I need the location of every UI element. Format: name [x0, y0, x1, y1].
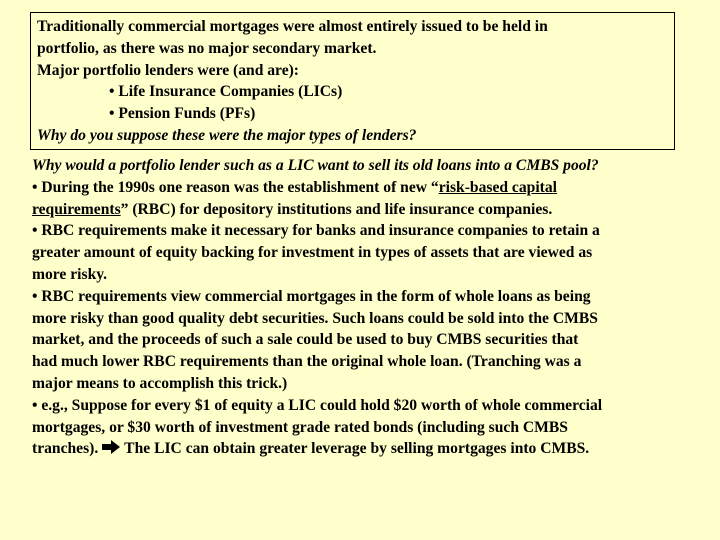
paragraph-4-line-3	[32, 438, 702, 460]
body-text	[32, 155, 702, 460]
rbc-link-part-2[interactable]: requirements	[32, 200, 121, 218]
paragraph-1-line-2	[32, 199, 702, 221]
paragraph-2-line-1: • RBC requirements make it necessary for banks and insurance companies to retain a	[32, 222, 600, 240]
box-question: Why do you suppose these were the major types of lenders?	[37, 126, 417, 144]
lender-bullet-pfs: • Pension Funds (PFs)	[109, 105, 256, 123]
rbc-link-part-1[interactable]: risk-based capital	[438, 178, 557, 196]
paragraph-3-line-1: • RBC requirements view commercial mortgages in the form of whole loans as being	[32, 287, 591, 305]
intro-line-3: Major portfolio lenders were (and are):	[37, 61, 300, 79]
p1-text-a: • During the 1990s one reason was the establishment of new “	[32, 178, 439, 196]
intro-box	[30, 12, 675, 150]
intro-line-2: portfolio, as there was no major secondary market.	[37, 39, 377, 57]
paragraph-2-line-3: more risky.	[32, 265, 108, 283]
p4-text-b: The LIC can obtain greater leverage by selling mortgages into CMBS.	[124, 440, 590, 458]
lender-bullet-lics: • Life Insurance Companies (LICs)	[109, 83, 343, 101]
paragraph-3-line-3: market, and the proceeds of such a sale could be used to buy CMBS securities that	[32, 331, 579, 349]
paragraph-4-line-2: mortgages, or $30 worth of investment grade rated bonds (including such CMBS	[32, 418, 568, 436]
paragraph-3-line-4: had much lower RBC requirements than the original whole loan. (Tranching was a	[32, 353, 582, 371]
p4-text-a: tranches).	[32, 440, 103, 458]
paragraph-3-line-2: more risky than good quality debt securities. Such loans could be sold into the CMBS	[32, 309, 598, 327]
right-arrow-icon	[102, 440, 120, 454]
body-question: Why would a portfolio lender such as a LIC want to sell its old loans into a CMBS pool?	[32, 157, 599, 174]
paragraph-1-line-1	[32, 177, 702, 199]
intro-line-1: Traditionally commercial mortgages were almost entirely issued to be held in	[37, 18, 548, 35]
paragraph-2-line-2: greater amount of equity backing for investment in types of assets that are viewed as	[32, 244, 593, 262]
paragraph-4-line-1: • e.g., Suppose for every $1 of equity a LIC could hold $20 worth of whole commercial	[32, 396, 603, 414]
paragraph-3-line-5: major means to accomplish this trick.)	[32, 374, 288, 392]
p1-text-b: ” (RBC) for depository institutions and life insurance companies.	[120, 200, 553, 218]
